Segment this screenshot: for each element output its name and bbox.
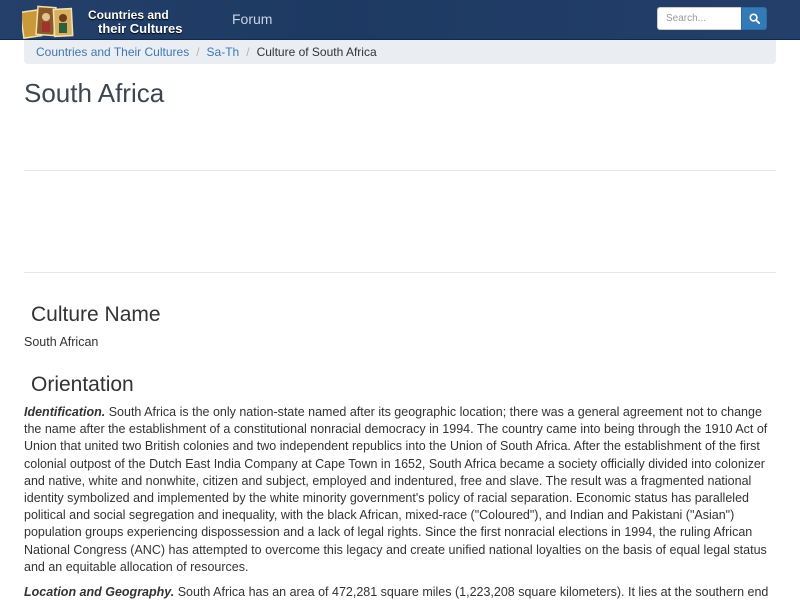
- breadcrumb-current: Culture of South Africa: [256, 45, 377, 59]
- identification-paragraph: [24, 404, 776, 576]
- breadcrumb: [24, 40, 776, 64]
- divider: [24, 170, 776, 171]
- breadcrumb-link-sa-th[interactable]: Sa-Th: [206, 45, 240, 59]
- section-heading-orientation: Orientation: [31, 373, 134, 396]
- breadcrumb-separator: /: [196, 45, 200, 59]
- section-heading-culture-name: Culture Name: [31, 303, 161, 326]
- site-logo[interactable]: [22, 3, 217, 39]
- breadcrumb-separator: /: [246, 45, 250, 59]
- location-paragraph: [24, 584, 776, 601]
- identification-text: South Africa is the only nation-state named after its geographic location; there was a general agreement not to change the name after the establishment of a constitutional nonracial democracy in 1994. The country came into being through the 1910 Act of Union that united two British colonies and two independent republics into the Union of South Africa. After the establishment of the first colonial outpost of the Dutch East India Company at Cape Town in 1652, South Africa became a society officially divided into colonizer and native, white and nonwhite, citizen and subject, employed and indentured, free and slave. The result was a fragmented national identity symbolized and implemented by the white minority government's policy of racial separation. Economic status has paralleled political and social segregation and inequality, with the black African, mixed-race ("Coloured"), and Indian and Pakistani ("Asian") population groups experiencing dispossession and a lack of legal rights. Since the first nonracial elections in 1994, the ruling African National Congress (ANC) has attempted to overcome this legacy and create unified national loyalties on the basis of equal legal status and an equitable allocation of resources.: [24, 405, 768, 574]
- divider: [24, 272, 776, 273]
- identification-lead: Identification.: [24, 405, 106, 419]
- location-lead: Location and Geography.: [24, 585, 175, 599]
- page-title: South Africa: [24, 78, 165, 108]
- logo-line-2: their Cultures: [98, 21, 183, 36]
- search-icon: [749, 13, 760, 24]
- breadcrumb-link-countries[interactable]: Countries and Their Cultures: [36, 45, 190, 59]
- search-button[interactable]: [741, 7, 767, 30]
- location-text: South Africa has an area of 472,281 square miles (1,223,208 square kilometers). It lies at the southern end: [174, 585, 769, 599]
- logo-collage-image: [22, 5, 84, 39]
- nav-forum-link[interactable]: Forum: [232, 11, 273, 27]
- culture-name-value: South African: [24, 335, 99, 349]
- logo-text: [88, 9, 183, 35]
- top-navbar: [0, 0, 800, 40]
- logo-line-1: Countries and: [88, 8, 169, 22]
- search-input[interactable]: [657, 7, 741, 30]
